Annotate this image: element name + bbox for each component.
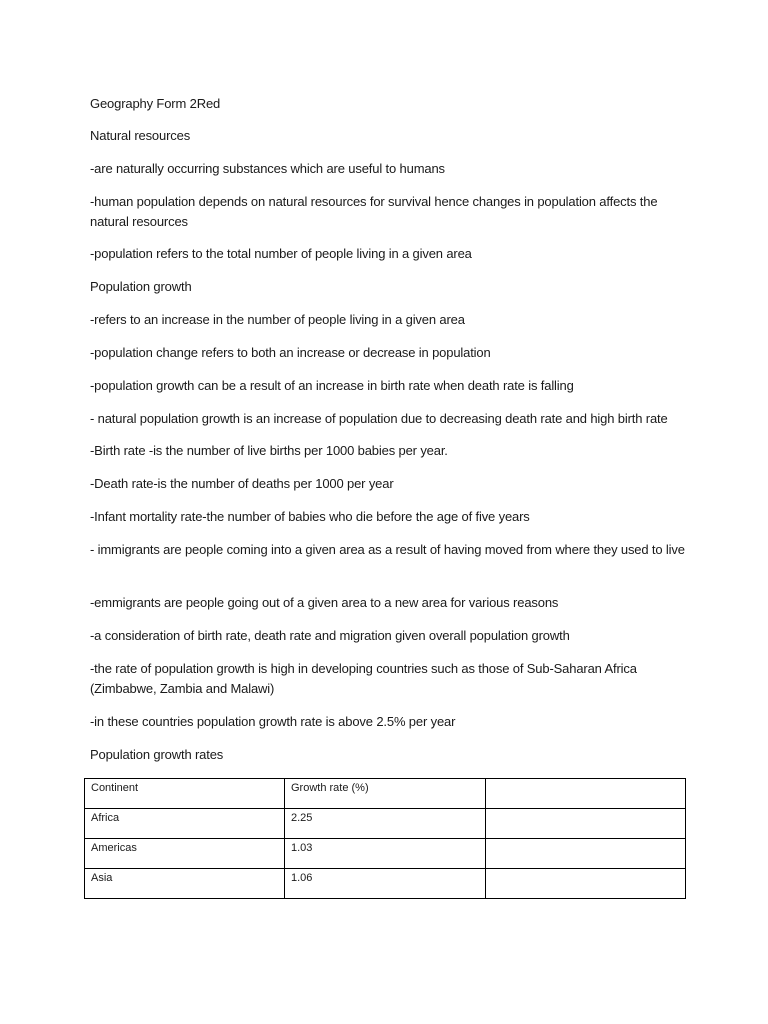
table-cell: 1.03 [285, 839, 486, 869]
paragraph: -human population depends on natural resources for survival hence changes in population affects the natural resources [90, 194, 658, 229]
paragraph: -emmigrants are people going out of a given area to a new area for various reasons [90, 595, 559, 610]
paragraph: -refers to an increase in the number of people living in a given area [90, 312, 465, 327]
table-cell [486, 869, 686, 899]
paragraph: -population growth can be a result of an increase in birth rate when death rate is falling [90, 378, 574, 393]
table-header-cell: Continent [85, 779, 285, 809]
table-cell: Asia [85, 869, 285, 899]
paragraph: - immigrants are people coming into a given area as a result of having moved from where they used to live [90, 542, 685, 557]
table-header-cell [486, 779, 686, 809]
table-cell [486, 809, 686, 839]
table-row [85, 809, 686, 839]
table-cell: Africa [85, 809, 285, 839]
table-row [85, 839, 686, 869]
paragraph: -population change refers to both an increase or decrease in population [90, 345, 491, 360]
paragraph: -Infant mortality rate-the number of babies who die before the age of five years [90, 509, 530, 524]
table-header-row [85, 779, 686, 809]
document-title: Geography Form 2Red [90, 96, 221, 111]
paragraph: -Death rate-is the number of deaths per 1000 per year [90, 476, 394, 491]
paragraph: -Birth rate -is the number of live births per 1000 babies per year. [90, 443, 448, 458]
table-caption: Population growth rates [90, 747, 224, 762]
table-cell: 1.06 [285, 869, 486, 899]
paragraph: -a consideration of birth rate, death rate and migration given overall population growth [90, 628, 570, 643]
paragraph: -are naturally occurring substances which are useful to humans [90, 161, 445, 176]
paragraph: -the rate of population growth is high in developing countries such as those of Sub-Saharan Africa (Zimbabwe, Zambia and Malawi) [90, 661, 637, 696]
table-cell: Americas [85, 839, 285, 869]
paragraph: - natural population growth is an increase of population due to decreasing death rate and high birth rate [90, 411, 668, 426]
table-row [85, 869, 686, 899]
growth-rate-table [84, 778, 686, 899]
table-cell: 2.25 [285, 809, 486, 839]
paragraph: -population refers to the total number of people living in a given area [90, 246, 472, 261]
paragraph: -in these countries population growth rate is above 2.5% per year [90, 714, 456, 729]
section-heading-population-growth: Population growth [90, 279, 192, 294]
section-heading-natural-resources: Natural resources [90, 128, 191, 143]
table-cell [486, 839, 686, 869]
table-header-cell: Growth rate (%) [285, 779, 486, 809]
